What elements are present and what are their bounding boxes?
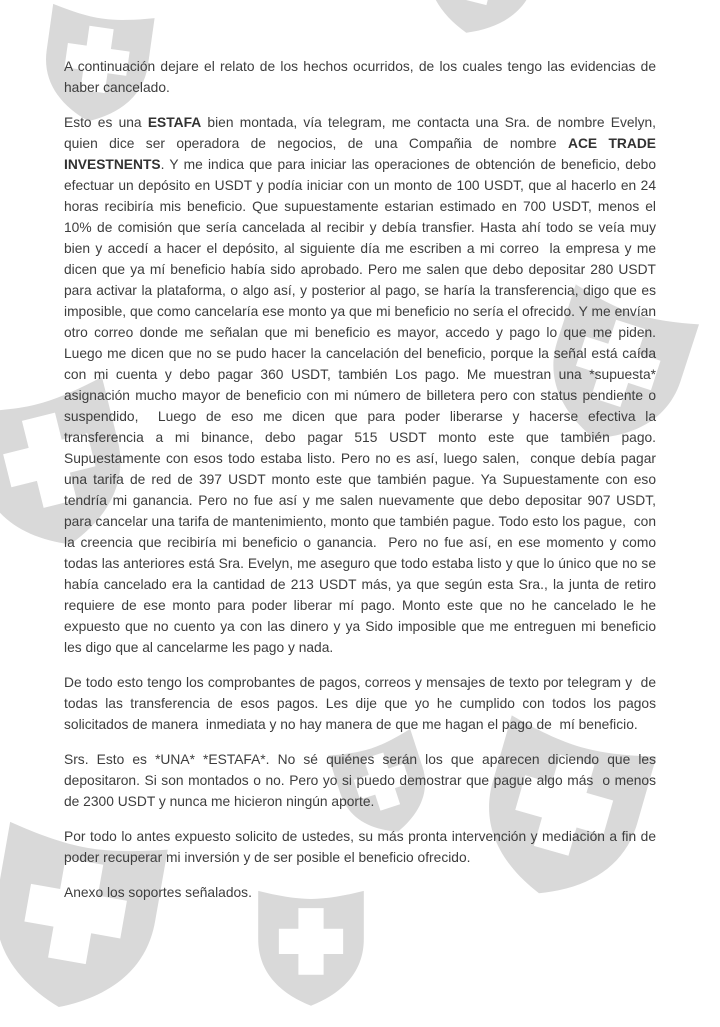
- text-run: De todo esto tengo los comprobantes de pagos, correos y mensajes de texto por telegram y de todas las transferencia de esos pagos. Les dije que yo he cumplido con todos los pagos solicitados de manera inmediata y no hay manera de que me hagan el pago de mí beneficio.: [64, 675, 660, 732]
- text-run: Esto es una: [64, 115, 148, 130]
- paragraph-6: [64, 882, 656, 903]
- bold-text-run: ACE TRADE INVESTNENTS: [64, 136, 660, 172]
- paragraph-1: [64, 56, 660, 98]
- text-run: Por todo lo antes expuesto solicito de ustedes, su más pronta intervención y mediación a fin de poder recuperar mi inversión y de ser posible el beneficio ofrecido.: [64, 829, 660, 865]
- paragraph-5: [64, 826, 660, 868]
- paragraph-3: [64, 672, 660, 735]
- paragraph-2: [64, 112, 664, 658]
- text-run: bien montada, vía telegram, me contacta una Sra. de nombre Evelyn, quien dice ser operadora de negocios, de una Compañia de nombre: [64, 115, 660, 151]
- shield-watermark-icon: [404, 0, 561, 50]
- document-page: [64, 56, 664, 917]
- bold-text-run: ESTAFA: [147, 115, 202, 130]
- paragraph-4: [64, 749, 660, 812]
- text-run: Anexo los soportes señalados.: [64, 885, 252, 900]
- text-run: A continuación dejare el relato de los hechos ocurridos, de los cuales tengo las evidencias de haber cancelado.: [64, 59, 660, 95]
- text-run: . Y me indica que para iniciar las operaciones de obtención de beneficio, debo efectuar un depósito en USDT y podía iniciar con un monto de 100 USDT, que al hacerlo en 24 horas recibiría mis beneficio. Que supuestamente estarian estimado en 700 USDT, menos el 10% de comisión que sería cancelada al recibir y debía transfier. Hasta ahí todo se veía muy bien y accedí a hacer el depósito, al siguiente día me escriben a mi correo la empresa y me dicen que ya mí beneficio había sido aprobado. Pero me salen que debo depositar 280 USDT para activar la plataforma, o algo así, y posterior al pago, se haría la transferencia, digo que es imposible, que como cancelaría ese monto ya que mi beneficio no sería el ofrecido. Y me envían otro correo donde me señalan que mi beneficio es mayor, accedo y pago lo que me piden. Luego me dicen que no se pudo hacer la cancelación del beneficio, porque la señal está caída con mi cuenta y debo pagar 360 USDT, también Los pago. Me muestran una *supuesta* asignación mucho mayor de beneficio con mi número de billetera pero con status pendiente o suspendido, Luego de eso me dicen que para poder liberarse y hacerse efectiva la transferencia a mi binance, debo pagar 515 USDT monto este que también pago. Supuestamente con esos todo estaba listo. Pero no es así, luego salen, conque debía pagar una tarifa de red de 397 USDT monto este que también pague. Ya Supuestamente con eso tendría mi ganancia. Pero no fue así y me salen nuevamente que debo depositar 907 USDT, para cancelar una tarifa de mantenimiento, monto que también pague. Todo esto los pague, con la creencia que recibiría mi beneficio o ganancia. Pero no fue así, en ese momento y como todas las anteriores está Sra. Evelyn, me aseguro que todo estaba listo y que lo único que no se había cancelado era la cantidad de 213 USDT más, ya que según esta Sra., la junta de retiro requiere de ese monto para poder liberar mí pago. Monto este que no he cancelado le he expuesto que no cuento ya con las dinero y ya Sido imposible que me entreguen mi beneficio les digo que al cancelarme les pago y nada.: [64, 157, 664, 655]
- text-run: Srs. Esto es *UNA* *ESTAFA*. No sé quiénes serán los que aparecen diciendo que les depositaron. Si son montados o no. Pero yo si puedo demostrar que pague algo más o menos de 2300 USDT y nunca me hicieron ningún aporte.: [64, 752, 660, 809]
